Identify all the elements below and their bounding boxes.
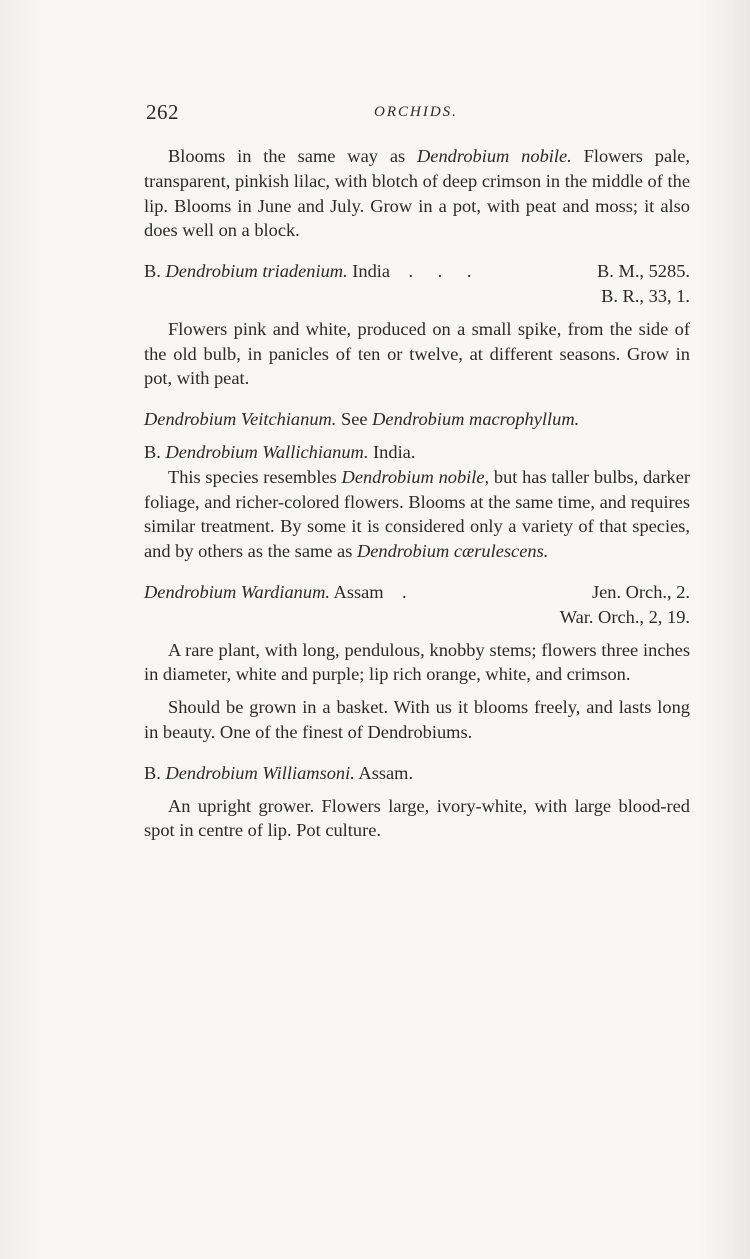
page-body [144, 144, 690, 843]
reference: Jen. Orch., 2. [591, 581, 690, 602]
page-number: 262 [146, 100, 179, 124]
species-name: Dendrobium cærulescens. [356, 541, 549, 562]
reference: B. M., 5285. [597, 261, 690, 282]
reference: B. R., 33, 1. [601, 285, 690, 306]
entry-description-wallichianum: This species resembles Dendrobium nobile, but has taller bulbs, darker foliage, and richer-colored flowers. Blooms at the same time, and requires similar treatment. By some it is considered only a variety of that species, and by others as the same as Dendrobium cærulescens. [144, 466, 691, 562]
species-name: Dendrobium triadenium. [165, 261, 348, 282]
species-name: Dendrobium nobile, [341, 466, 490, 487]
paragraph-nobile-continuation: Blooms in the same way as Dendrobium nobile. Flowers pale, transparent, pinkish lilac, with blotch of deep crimson in the middle of the lip. Blooms in June and July. Grow in a pot, with peat and moss; it also does well on a block. [144, 146, 690, 241]
entry-description-triadenium: Flowers pink and white, produced on a small spike, from the side of the old bulb, in panicles of ten or twelve, at different seasons. Grow in pot, with peat. [144, 318, 690, 389]
entry-culture-wardianum: Should be grown in a basket. With us it blooms freely, and lasts long in beauty. One of the finest of Dendrobiums. [144, 697, 690, 742]
species-name: Dendrobium macrophyllum. [372, 409, 580, 430]
entry-heading-wardianum: Dendrobium Wardianum. Assam . Jen. Orch., 2. [144, 580, 690, 605]
entry-description-wardianum: A rare plant, with long, pendulous, knobby stems; flowers three inches in diameter, white and purple; lip rich orange, white, and crimson. [144, 639, 690, 685]
entry-heading-veitchianum: Dendrobium Veitchianum. See Dendrobium macrophyllum. [144, 409, 580, 430]
page-header [146, 100, 686, 130]
species-name: Dendrobium Wallichianum. [165, 441, 369, 462]
species-name: Dendrobium Wardianum. [144, 581, 330, 602]
entry-heading-triadenium: B. Dendrobium triadenium. India . . . B. M., 5285. [144, 259, 690, 284]
species-name: Dendrobium nobile. [417, 146, 572, 166]
species-name: Dendrobium Veitchianum. [144, 409, 337, 430]
entry-heading-williamsoni: B. Dendrobium Williamsoni. Assam. [144, 762, 414, 783]
entry-description-williamsoni: An upright grower. Flowers large, ivory-white, with large blood-red spot in centre of lip. Pot culture. [144, 795, 690, 841]
running-head: ORCHIDS. [374, 104, 458, 120]
reference: War. Orch., 2, 19. [559, 606, 690, 627]
species-name: Dendrobium Williamsoni. [165, 762, 355, 783]
entry-heading-wallichianum: B. Dendrobium Wallichianum. India. [144, 441, 416, 462]
